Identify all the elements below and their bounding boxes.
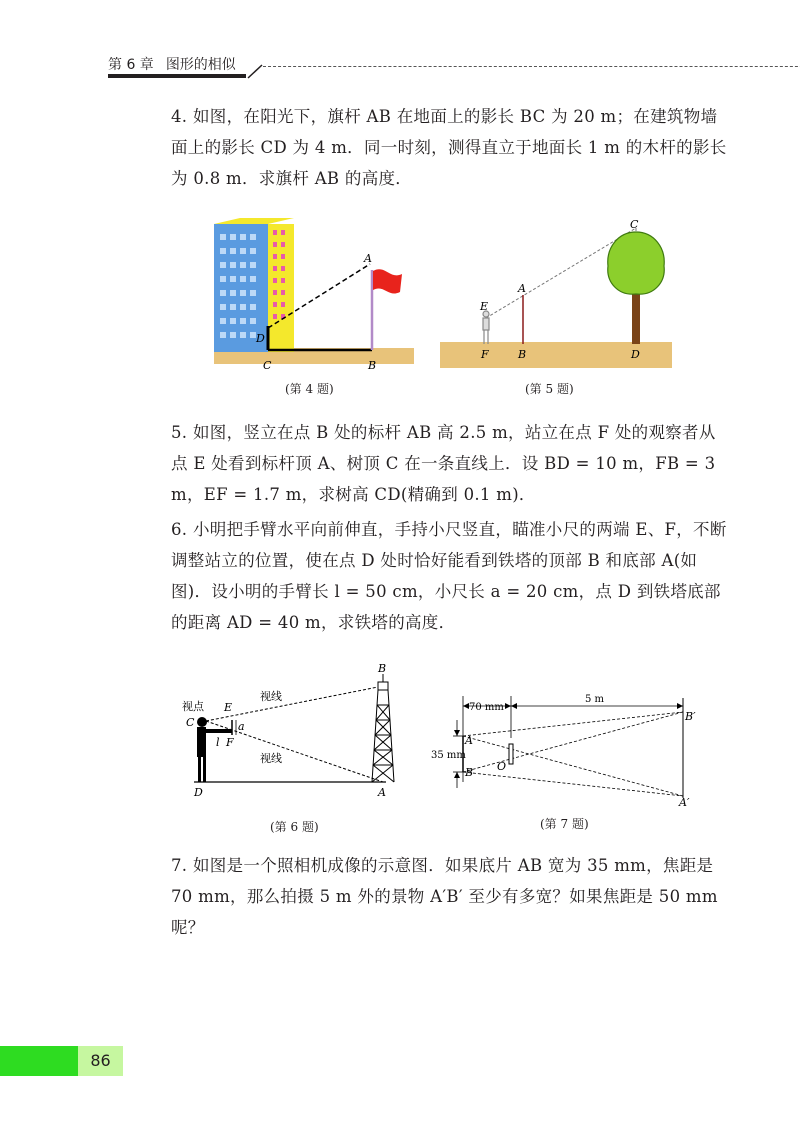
problem-text: 如图，在阳光下，旗杆 AB 在地面上的影长 BC 为 20 m；在建筑物墙面上的影长 CD 为 4 m．同一时刻，测得直立于地面长 1 m 的木杆的影长为 0.8 m．求旗杆 AB 的高度．	[171, 107, 727, 188]
figure-6-caption: (第 6 题)	[270, 820, 319, 834]
label-A: A	[518, 282, 526, 295]
label-D: D	[256, 332, 265, 345]
figure-7-caption: (第 7 题)	[540, 817, 589, 831]
ray-A-to-A-prime	[463, 736, 683, 796]
problem-text: 如图是一个照相机成像的示意图．如果底片 AB 宽为 35 mm，焦距是 70 mm，那么拍摄 5 m 外的景物 A′B′ 至少有多宽？如果焦距是 50 mm 呢？	[171, 856, 718, 937]
label-F: F	[226, 736, 234, 749]
label-E: E	[224, 701, 233, 714]
flag	[373, 269, 402, 293]
figure-7	[425, 690, 710, 808]
figure-6	[180, 660, 410, 800]
label-a: a	[238, 720, 245, 733]
label-B-prime: B′	[685, 710, 696, 723]
header-dashed-rule	[263, 66, 800, 67]
problem-text: 小明把手臂水平向前伸直，手持小尺竖直，瞄准小尺的两端 E、F，不断调整站立的位置，使在点 D 处时恰好能看到铁塔的顶部 B 和底部 A(如图)．设小明的手臂长 l = 50 cm，小尺长 a = 20 cm，点 D 到铁塔底部的距离 AD = 40 m，求铁塔的高度．	[171, 520, 727, 632]
tree-trunk	[632, 288, 640, 344]
label-C: C	[630, 218, 639, 231]
label-F: F	[481, 348, 489, 361]
chapter-header	[108, 52, 718, 82]
chapter-heading	[108, 54, 248, 74]
label-sightline-top: 视线	[260, 690, 282, 703]
label-C: C	[263, 359, 272, 372]
header-underline	[108, 74, 246, 78]
label-C: C	[186, 716, 195, 729]
header-slash	[246, 57, 266, 79]
tree-crown	[608, 232, 664, 294]
arrowhead	[677, 703, 683, 709]
arrowhead	[454, 772, 460, 778]
ray-B-to-B-prime	[463, 712, 683, 772]
lens	[509, 744, 513, 764]
label-film-width: 35 mm	[431, 750, 466, 761]
sightline-top	[206, 686, 383, 721]
arrowhead	[511, 703, 517, 709]
label-B: B	[518, 348, 527, 361]
figure-5-caption: (第 5 题)	[525, 382, 574, 396]
label-D: D	[631, 348, 640, 361]
label-B: B	[368, 359, 377, 372]
label-focal: 70 mm	[469, 702, 504, 713]
figure-5	[440, 218, 672, 370]
label-A: A	[364, 252, 372, 265]
label-l: l	[216, 736, 220, 749]
problem-number: 6.	[171, 520, 188, 539]
label-B: B	[378, 662, 387, 675]
figure-4-caption: (第 4 题)	[285, 382, 334, 396]
chapter-title: 图形的相似	[165, 57, 236, 73]
label-E: E	[480, 300, 489, 313]
problem-7	[171, 850, 731, 943]
label-sightline-bottom: 视线	[260, 752, 282, 765]
problem-5	[171, 417, 731, 510]
building-top	[214, 218, 294, 224]
problem-number: 7.	[171, 856, 188, 875]
problem-4	[171, 101, 731, 194]
chapter-label: 第 6 章	[108, 57, 154, 73]
problem-number: 5.	[171, 423, 188, 442]
label-viewpoint: 视点	[182, 700, 204, 713]
label-B: B	[465, 766, 474, 779]
label-A: A	[378, 786, 386, 799]
label-A: A	[465, 734, 473, 747]
arrowhead	[505, 703, 511, 709]
page-number: 86	[78, 1046, 123, 1076]
figure-4	[210, 214, 420, 374]
arrowhead	[454, 730, 460, 736]
person-silhouette	[197, 717, 232, 782]
problem-text: 如图，竖立在点 B 处的标杆 AB 高 2.5 m，站立在点 F 处的观察者从点 E 处看到标杆顶 A、树顶 C 在一条直线上．设 BD = 10 m，FB = 3 m，EF = 1.7 m，求树高 CD(精确到 0.1 m)．	[171, 423, 716, 504]
observer	[483, 311, 489, 344]
label-distance: 5 m	[585, 694, 605, 705]
label-D: D	[194, 786, 203, 799]
ray-A-to-B-prime	[463, 712, 683, 736]
label-A-prime: A′	[679, 796, 690, 808]
iron-tower	[372, 674, 394, 782]
problem-number: 4.	[171, 107, 188, 126]
problem-6	[171, 514, 731, 638]
ray-B-to-A-prime	[463, 772, 683, 796]
label-O: O	[497, 760, 507, 773]
